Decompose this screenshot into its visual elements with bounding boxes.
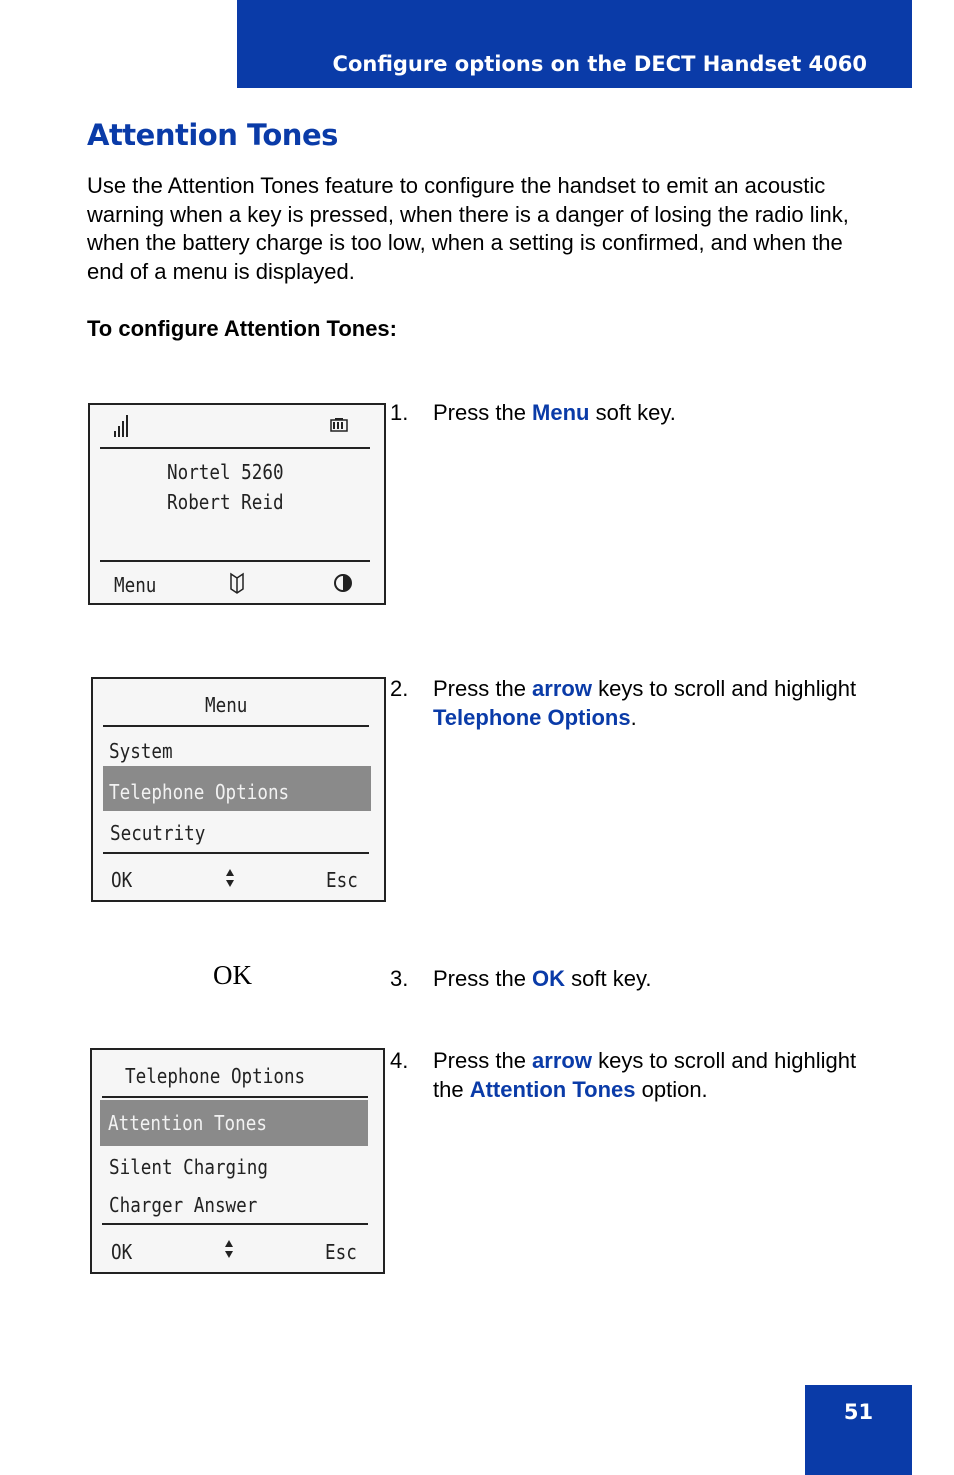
keyword: OK (532, 966, 566, 991)
keyword: Menu (532, 400, 590, 425)
page-number-box (805, 1385, 912, 1475)
softkey-ok-label: OK (111, 868, 133, 892)
screen-divider (100, 447, 370, 449)
softkey-esc-label: Esc (326, 868, 358, 892)
menu-item-security: Secutrity (110, 821, 206, 845)
screen-divider (102, 1223, 368, 1225)
softkey-menu-label: Menu (114, 573, 157, 597)
step-number: 2. (390, 676, 409, 701)
header-title: Configure options on the DECT Handset 4060 (332, 52, 867, 76)
screen-line-2: Robert Reid (167, 490, 284, 514)
ok-key-label: OK (213, 960, 252, 990)
screen-title: Telephone Options (125, 1064, 306, 1088)
battery-icon (330, 418, 348, 432)
menu-item-charger-answer: Charger Answer (109, 1193, 258, 1217)
menu-item-silent-charging: Silent Charging (109, 1155, 268, 1179)
screen-divider (103, 852, 369, 854)
signal-strength-icon (114, 415, 130, 437)
softkey-esc-label: Esc (325, 1240, 357, 1264)
menu-item-telephone-options: Telephone Options (109, 780, 290, 804)
step-number: 3. (390, 966, 409, 991)
keyword: arrow (532, 676, 592, 701)
keyword: arrow (532, 1048, 592, 1073)
directory-book-icon (229, 572, 245, 594)
screen-divider (103, 725, 369, 727)
menu-item-attention-tones: Attention Tones (108, 1111, 267, 1135)
step-number: 4. (390, 1048, 409, 1073)
step-number: 1. (390, 400, 409, 425)
contrast-icon (333, 572, 353, 594)
keyword: Telephone Options (433, 705, 631, 730)
screen-divider (102, 1096, 368, 1098)
menu-item-highlight (103, 766, 371, 811)
intro-paragraph: Use the Attention Tones feature to configure the handset to emit an acoustic warning when a key is pressed, when there is a danger of losing the radio link, when the battery charge is too low, when a setting is confirmed, and when the end of a menu is displayed. (87, 173, 849, 284)
handset-telephone-options-screen (90, 1048, 385, 1274)
menu-item-highlight (100, 1100, 368, 1146)
screen-divider (100, 560, 370, 562)
page-number: 51 (843, 1400, 874, 1424)
handset-menu-screen (91, 677, 386, 902)
handset-idle-screen (88, 403, 386, 605)
softkey-ok-label: OK (111, 1240, 133, 1264)
section-title: Attention Tones (87, 118, 338, 152)
screen-title: Menu (205, 693, 248, 717)
keyword: Attention Tones (469, 1077, 636, 1102)
header-bar (237, 0, 912, 88)
scroll-arrows-icon (225, 1240, 235, 1258)
screen-line-1: Nortel 5260 (167, 460, 284, 484)
menu-item-system: System (109, 739, 173, 763)
procedure-heading: To configure Attention Tones: (87, 316, 397, 341)
scroll-arrows-icon (226, 869, 236, 887)
